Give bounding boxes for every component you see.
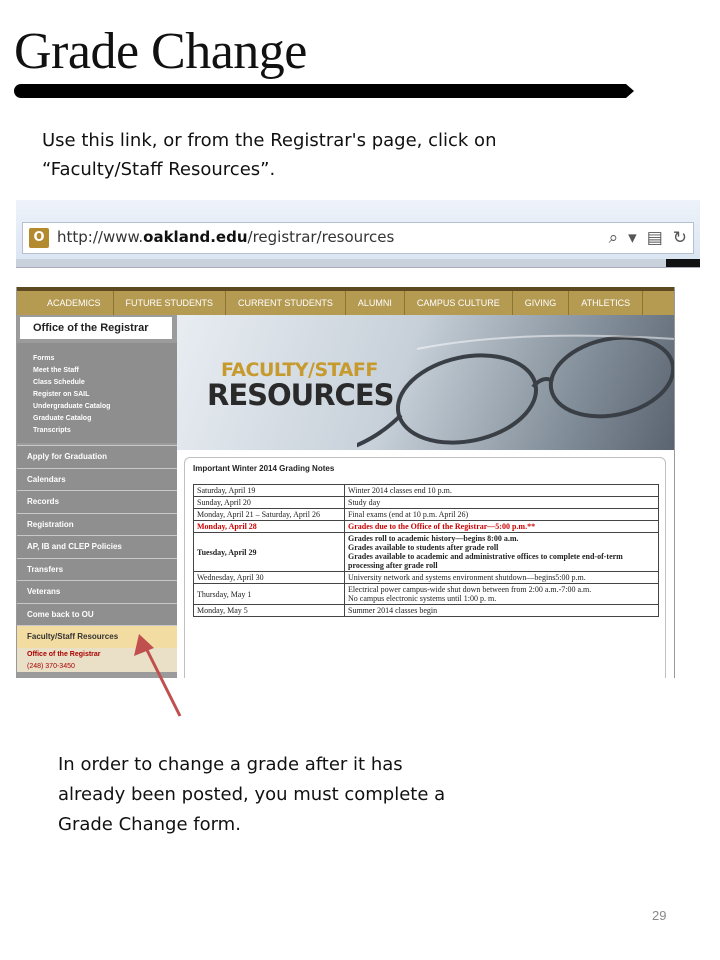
table-row <box>194 584 659 605</box>
nav-academics[interactable]: ACADEMICS <box>35 291 114 315</box>
nav-giving[interactable]: GIVING <box>513 291 570 315</box>
sidebar-item-registration[interactable]: Registration <box>17 513 177 536</box>
hero-title-line1: FACULTY/STAFF <box>221 359 378 381</box>
nav-campus-culture[interactable]: CAMPUS CULTURE <box>405 291 513 315</box>
table-cell-note: Study day <box>345 497 659 509</box>
table-cell-note: University network and systems environment shutdown—begins5:00 p.m. <box>345 572 659 584</box>
table-cell-date: Sunday, April 20 <box>194 497 345 509</box>
url-text[interactable]: http://www.oakland.edu/registrar/resources <box>57 228 395 246</box>
site-top-nav <box>17 287 674 315</box>
sub-link-register-sail[interactable]: Register on SAIL <box>33 391 90 398</box>
title-underline-bar <box>14 84 626 98</box>
oakland-logo-icon: O <box>29 228 49 248</box>
page-number: 29 <box>652 908 667 923</box>
nav-current-students[interactable]: CURRENT STUDENTS <box>226 291 346 315</box>
table-cell-date: Monday, April 21 – Saturday, April 26 <box>194 509 345 521</box>
hero-title-line2: RESOURCES <box>207 378 394 412</box>
grading-notes-title: Important Winter 2014 Grading Notes <box>193 464 335 473</box>
grading-notes-table <box>193 484 659 617</box>
table-cell-note: Grades roll to academic history—begins 8:00 a.m. Grades available to students after grade roll Grades available to academic and administrative offices to complete end-of-term processing after grade roll <box>345 533 659 572</box>
sidebar-phone: (248) 370-3450 <box>17 662 177 672</box>
office-title[interactable]: Office of the Registrar <box>20 317 172 339</box>
sub-link-meet-staff[interactable]: Meet the Staff <box>33 367 79 374</box>
table-cell-date: Monday, May 5 <box>194 605 345 617</box>
sidebar-item-calendars[interactable]: Calendars <box>17 468 177 491</box>
sidebar-item-ap-ib-clep[interactable]: AP, IB and CLEP Policies <box>17 535 177 558</box>
compatibility-icon[interactable]: ▤ <box>646 228 663 248</box>
sub-link-transcripts[interactable]: Transcripts <box>33 427 71 434</box>
nav-future-students[interactable]: FUTURE STUDENTS <box>114 291 227 315</box>
table-row <box>194 485 659 497</box>
url-box[interactable] <box>22 222 694 254</box>
table-row <box>194 521 659 533</box>
dropdown-icon[interactable]: ▾ <box>628 228 637 248</box>
table-cell-date: Monday, April 28 <box>194 521 345 533</box>
left-sidebar <box>17 315 177 678</box>
eyeglasses-illustration <box>357 329 674 450</box>
table-cell-note: Winter 2014 classes end 10 p.m. <box>345 485 659 497</box>
table-cell-note: Electrical power campus-wide shut down between from 2:00 a.m.-7:00 a.m. No campus electronic systems until 1:00 p. m. <box>345 584 659 605</box>
slide-title: Grade Change <box>14 23 307 80</box>
nav-alumni[interactable]: ALUMNI <box>346 291 405 315</box>
table-row <box>194 497 659 509</box>
table-row <box>194 605 659 617</box>
table-row <box>194 509 659 521</box>
sidebar-item-transfers[interactable]: Transfers <box>17 558 177 581</box>
sub-link-grad-catalog[interactable]: Graduate Catalog <box>33 415 92 422</box>
browser-address-bar <box>16 200 700 268</box>
table-cell-note: Summer 2014 classes begin <box>345 605 659 617</box>
table-row <box>194 572 659 584</box>
sidebar-item-records[interactable]: Records <box>17 490 177 513</box>
nav-athletics[interactable]: ATHLETICS <box>569 291 643 315</box>
instruction-top: Use this link, or from the Registrar's page, click on “Faculty/Staff Resources”. <box>42 130 497 180</box>
table-cell-date: Tuesday, April 29 <box>194 533 345 572</box>
table-cell-note: Final exams (end at 10 p.m. April 26) <box>345 509 659 521</box>
sub-link-forms[interactable]: Forms <box>33 355 55 362</box>
hero-banner <box>177 315 674 450</box>
search-icon[interactable]: ⌕ <box>608 228 619 248</box>
sidebar-item-come-back[interactable]: Come back to OU <box>17 603 177 626</box>
instruction-bottom: In order to change a grade after it has already been posted, you must complete a Grade Change form. <box>58 754 446 835</box>
sidebar-sub-office[interactable]: Office of the Registrar <box>17 648 177 662</box>
table-row <box>194 533 659 572</box>
sub-links <box>17 343 177 443</box>
grading-notes-box <box>184 457 666 678</box>
sidebar-item-faculty-staff-resources[interactable]: Faculty/Staff Resources <box>17 625 177 648</box>
sub-link-undergrad-catalog[interactable]: Undergraduate Catalog <box>33 403 111 410</box>
browser-bottom-strip <box>16 259 700 267</box>
table-cell-date: Wednesday, April 30 <box>194 572 345 584</box>
table-cell-date: Thursday, May 1 <box>194 584 345 605</box>
registrar-website-screenshot <box>16 287 675 678</box>
refresh-icon[interactable]: ↻ <box>672 228 687 248</box>
sub-link-class-schedule[interactable]: Class Schedule <box>33 379 85 386</box>
table-cell-note: Grades due to the Office of the Registrar—5:00 p.m.** <box>345 521 659 533</box>
table-cell-date: Saturday, April 19 <box>194 485 345 497</box>
sidebar-item-apply-graduation[interactable]: Apply for Graduation <box>17 445 177 468</box>
sidebar-item-veterans[interactable]: Veterans <box>17 580 177 603</box>
sidebar-nav-list <box>17 445 177 672</box>
